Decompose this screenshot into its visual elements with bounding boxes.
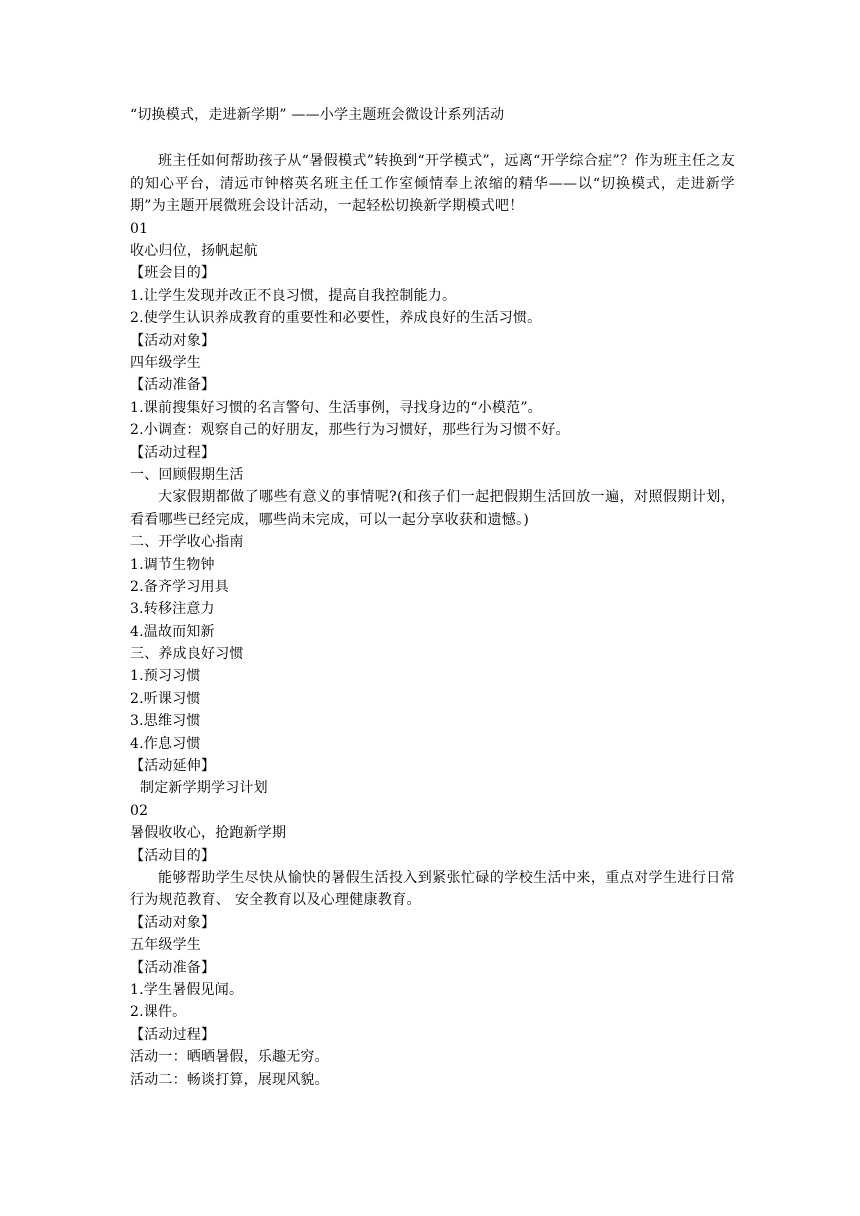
section-1-prep-label: 【活动准备】 [130, 377, 216, 394]
section-2-activity: 活动一：晒晒暑假，乐趣无穷。 [130, 1049, 329, 1066]
step-2-item: 4.温故而知新 [130, 623, 215, 640]
section-2-prep-label: 【活动准备】 [130, 959, 216, 976]
section-1-prep-item: 2.小调查：观察自己的好朋友，那些行为习惯好，那些行为习惯不好。 [130, 422, 570, 439]
section-2-number: 02 [130, 802, 149, 819]
section-1-prep-item: 1.课前搜集好习惯的名言警句、生活事例，寻找身边的“小模范”。 [130, 399, 542, 416]
step-1-title: 一、回顾假期生活 [130, 466, 244, 483]
section-2-prep-item: 2.课件。 [130, 1004, 187, 1021]
section-1-goal-label: 【班会目的】 [130, 265, 216, 282]
document-page [130, 104, 735, 1091]
step-2-title: 二、开学收心指南 [130, 534, 244, 551]
section-1-extension-text: 制定新学期学习计划 [140, 780, 268, 797]
step-1-text: 大家假期都做了哪些有意义的事情呢?(和孩子们一起把假期生活回放一遍，对照假期计划，看看哪些已经完成，哪些尚未完成，可以一起分享收获和遗憾。) [130, 489, 735, 528]
section-1-target: 四年级学生 [130, 354, 201, 371]
section-1-goal-item: 1.让学生发现并改正不良习惯，提高自我控制能力。 [130, 287, 457, 304]
section-2-target-label: 【活动对象】 [130, 914, 216, 931]
step-2-item: 1.调节生物钟 [130, 556, 215, 573]
section-2-process-label: 【活动过程】 [130, 1026, 216, 1043]
section-1-target-label: 【活动对象】 [130, 332, 216, 349]
intro-paragraph: 班主任如何帮助孩子从“暑假模式”转换到“开学模式”，远离“开学综合症”？作为班主任之友的知心平台，清远市钟榕英名班主任工作室倾情奉上浓缩的精华——以“切换模式，走进新学期”为主题开展微班会设计活动，一起轻松切换新学期模式吧！ [130, 153, 735, 215]
section-1-extension-label: 【活动延伸】 [130, 758, 216, 775]
section-2-activity: 活动二：畅谈打算，展现风貌。 [130, 1071, 329, 1088]
section-1-heading: 收心归位，扬帆起航 [130, 243, 258, 259]
section-2-heading: 暑假收收心，抢跑新学期 [130, 825, 287, 842]
section-1-number: 01 [130, 220, 149, 237]
step-2-item: 2.备齐学习用具 [130, 578, 229, 595]
document-title: “切换模式，走进新学期” ——小学主题班会微设计系列活动 [130, 107, 505, 123]
section-2-target: 五年级学生 [130, 937, 201, 954]
section-1-process-label: 【活动过程】 [130, 444, 216, 461]
step-3-item: 3.思维习惯 [130, 713, 201, 730]
step-3-title: 三、养成良好习惯 [130, 646, 244, 663]
step-3-item: 2.听课习惯 [130, 690, 201, 707]
section-2-goal-label: 【活动目的】 [130, 847, 216, 864]
section-1-goal-item: 2.使学生认识养成教育的重要性和必要性，养成良好的生活习惯。 [130, 310, 542, 327]
section-2-prep-item: 1.学生暑假见闻。 [130, 981, 244, 998]
step-3-item: 1.预习习惯 [130, 668, 201, 685]
step-2-item: 3.转移注意力 [130, 601, 215, 618]
step-3-item: 4.作息习惯 [130, 735, 201, 752]
section-2-goal-text: 能够帮助学生尽快从愉快的暑假生活投入到紧张忙碌的学校生活中来，重点对学生进行日常行为规范教育、 安全教育以及心理健康教育。 [130, 869, 735, 909]
